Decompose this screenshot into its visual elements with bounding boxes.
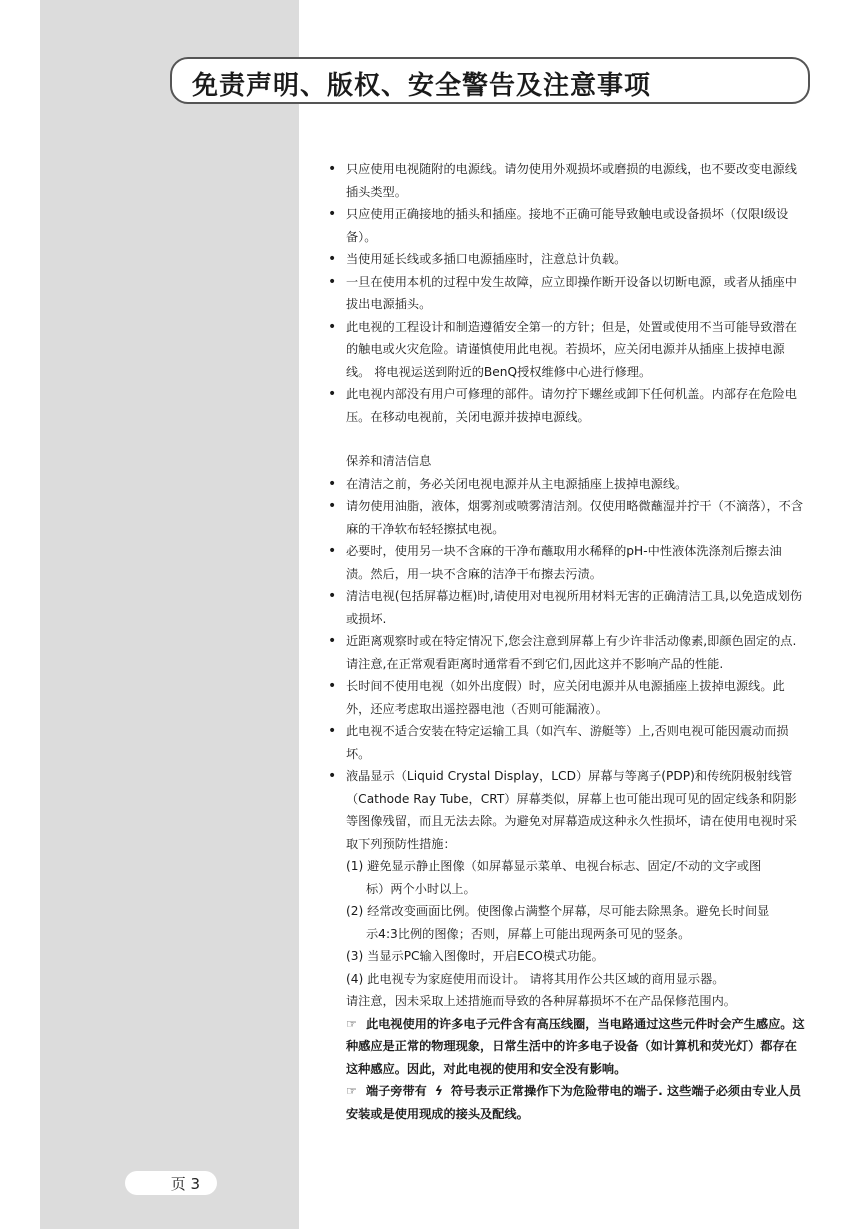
list-item: • 一旦在使用本机的过程中发生故障，应立即操作断开设备以切断电源，或者从插座中拔出电源插头。 xyxy=(328,271,806,316)
list-item: • 当使用延长线或多插口电源插座时，注意总计负载。 xyxy=(328,248,806,271)
terminal-warning-text-b: 符号表示正常操作下为危险带电的端子. 这些端子必须由专业人员安装或是使用现成的接头及配线。 xyxy=(346,1084,802,1121)
numbered-item-first-line: (4) 此电视专为家庭使用而设计。 请将其用作公共区域的商用显示器。 xyxy=(346,971,725,986)
numbered-item-first-line: (1) 避免显示静止图像（如屏幕显示菜单、电视台标志、固定/不动的文字或图 xyxy=(346,859,762,873)
numbered-item xyxy=(328,968,806,991)
main-content xyxy=(328,158,806,1125)
warranty-note: 请注意，因未采取上述措施而导致的各种屏幕损坏不在产品保修范围内。 xyxy=(346,994,736,1008)
page-title: 免责声明、版权、安全警告及注意事项 xyxy=(192,71,652,101)
list-item: • 此电视的工程设计和制造遵循安全第一的方针；但是，处置或使用不当可能导致潜在的触电或火灾危险。请谨慎使用此电视。若损坏，应关闭电源并从插座上拔掉电源线。 将电视运送到附近的BenQ授权维修中心进行修理。 xyxy=(328,316,806,384)
title-banner xyxy=(170,57,810,104)
list-item: • 清洁电视(包括屏幕边框)时,请使用对电视所用材料无害的正确清洁工具,以免造成划伤或损坏. xyxy=(328,585,806,630)
list-item: • 长时间不使用电视（如外出度假）时，应关闭电源并从电源插座上拔掉电源线。此外，还应考虑取出遥控器电池（否则可能漏液）。 xyxy=(328,675,806,720)
lightning-bolt-icon: ϟ xyxy=(434,1084,443,1098)
list-item: • 近距离观察时或在特定情况下,您会注意到屏幕上有少许非活动像素,即颜色固定的点.请注意,在正常观看距离时通常看不到它们,因此这并不影响产品的性能. xyxy=(328,630,806,675)
list-item: • 液晶显示（Liquid Crystal Display，LCD）屏幕与等离子(PDP)和传统阴极射线管（Cathode Ray Tube，CRT）屏幕类似，屏幕上也可能出现可见的固定线条和阴影等图像残留，而且无法去除。为避免对屏幕造成这种永久性损坏，请在使用电视时采取下列预防性措施： xyxy=(328,765,806,855)
safety-list xyxy=(328,158,806,428)
numbered-item xyxy=(328,945,806,968)
page-number-tab xyxy=(125,1171,217,1195)
numbered-item-first-line: (2) 经常改变画面比例。使图像占满整个屏幕，尽可能去除黑条。避免长时间显 xyxy=(346,904,770,918)
pointing-hand-icon: ☞ xyxy=(346,1084,356,1098)
high-voltage-note xyxy=(328,1013,806,1081)
care-heading: 保养和清洁信息 xyxy=(346,454,432,468)
left-margin-band xyxy=(40,0,299,1229)
list-item: • 此电视不适合安装在特定运输工具（如汽车、游艇等）上,否则电视可能因震动而损坏。 xyxy=(328,720,806,765)
numbered-item-continuation: 标）两个小时以上。 xyxy=(366,881,476,896)
terminal-warning-text-a: 端子旁带有 xyxy=(365,1084,427,1098)
list-item: • 在清洁之前，务必关闭电视电源并从主电源插座上拔掉电源线。 xyxy=(328,473,806,496)
list-item: • 只应使用电视随附的电源线。请勿使用外观损坏或磨损的电源线，也不要改变电源线插头类型。 xyxy=(328,158,806,203)
care-list xyxy=(328,473,806,856)
numbered-item xyxy=(328,855,806,900)
list-item: • 请勿使用油脂，液体，烟雾剂或喷雾清洁剂。仅使用略微蘸湿并拧干（不滴落），不含麻的干净软布轻轻擦拭电视。 xyxy=(328,495,806,540)
page-number: 页 3 xyxy=(170,1175,200,1193)
list-item: • 此电视内部没有用户可修理的部件。请勿拧下螺丝或卸下任何机盖。内部存在危险电压。在移动电视前，关闭电源并拔掉电源线。 xyxy=(328,383,806,428)
terminal-warning-note xyxy=(328,1080,806,1125)
pointing-hand-icon: ☞ xyxy=(346,1016,356,1031)
numbered-item-first-line: (3) 当显示PC输入图像时，开启ECO模式功能。 xyxy=(346,949,604,963)
list-item: • 只应使用正确接地的插头和插座。接地不正确可能导致触电或设备损坏（仅限I级设备）。 xyxy=(328,203,806,248)
high-voltage-note-text: 此电视使用的许多电子元件含有高压线圈，当电路通过这些元件时会产生感应。这种感应是正常的物理现象，日常生活中的许多电子设备（如计算机和荧光灯）都存在这种感应。因此，对此电视的使用和安全没有影响。 xyxy=(346,1016,805,1076)
numbered-item xyxy=(328,900,806,945)
numbered-item-continuation: 示4:3比例的图像；否则，屏幕上可能出现两条可见的竖条。 xyxy=(366,926,691,941)
spacer xyxy=(328,428,806,450)
list-item: • 必要时，使用另一块不含麻的干净布蘸取用水稀释的pH-中性液体洗涤剂后擦去油渍。然后，用一块不含麻的洁净干布擦去污渍。 xyxy=(328,540,806,585)
